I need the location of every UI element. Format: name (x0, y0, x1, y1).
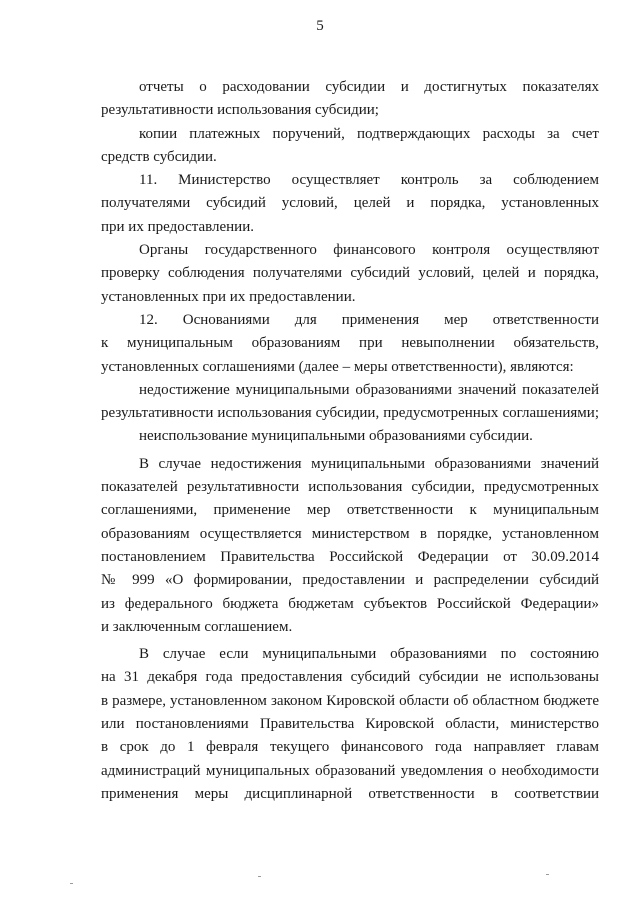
text-line: в размере, установленном законом Кировской области об областном бюджете (101, 692, 599, 709)
text-line: в срок до 1 февраля текущего финансового года направляет главам (101, 739, 599, 756)
text-line: отчеты о расходовании субсидии и достигнутых показателях (139, 79, 599, 95)
text-line: неиспользование муниципальными образованиями субсидии. (139, 428, 533, 445)
text-line: средств субсидии. (101, 148, 217, 165)
text-line: результативности использования субсидии; (101, 102, 379, 119)
text-line: на 31 декабря года предоставления субсидий субсидии не использованы (101, 669, 599, 686)
text-line: проверку соблюдения получателями субсидий условий, целей и порядка, (101, 265, 599, 282)
document-body (101, 76, 599, 806)
text-line: или постановлениями Правительства Кировской области, министерство (101, 716, 599, 733)
text-line: 12. Основаниями для применения мер ответственности (139, 311, 599, 328)
text-line: показателей результативности использования субсидии, предусмотренных (101, 479, 599, 496)
text-line: Органы государственного финансового контроля осуществляют (139, 242, 599, 259)
text-line: постановлением Правительства Российской Федерации от 30.09.2014 (101, 548, 599, 565)
text-line: копии платежных поручений, подтверждающих расходы за счет (139, 125, 599, 142)
text-line: 11. Министерство осуществляет контроль за соблюдением (139, 172, 599, 189)
text-line: результативности использования субсидии, предусмотренных соглашениями; (101, 405, 599, 422)
text-line: и заключенным соглашением. (101, 618, 293, 635)
text-line: В случае недостижения муниципальными образованиями значений (139, 455, 599, 472)
scan-speck (258, 876, 261, 877)
text-line: установленных соглашениями (далее – меры ответственности), являются: (101, 358, 574, 375)
scan-speck (546, 874, 549, 875)
scan-speck (70, 883, 73, 884)
page-number: 5 (316, 18, 324, 34)
text-line: В случае если муниципальными образованиями по состоянию (139, 646, 599, 663)
text-line: из федерального бюджета бюджетам субъектов Российской Федерации» (101, 595, 599, 612)
text-line: соглашениями, применение мер ответственности к муниципальным (101, 502, 599, 519)
text-line: при их предоставлении. (101, 218, 254, 235)
text-line: администраций муниципальных образований уведомления о необходимости (101, 762, 599, 779)
text-line: установленных при их предоставлении. (101, 288, 356, 305)
text-line: получателями субсидий условий, целей и порядка, установленных (101, 195, 599, 212)
text-line: № 999 «О формировании, предоставлении и распределении субсидий (101, 572, 599, 589)
text-line: недостижение муниципальными образованиями значений показателей (139, 381, 599, 398)
text-line: к муниципальным образованиям при невыполнении обязательств, (101, 335, 599, 352)
text-line: образованиям осуществляется министерством в порядке, установленном (101, 525, 599, 542)
text-line: применения меры дисциплинарной ответственности в соответствии (101, 785, 599, 802)
